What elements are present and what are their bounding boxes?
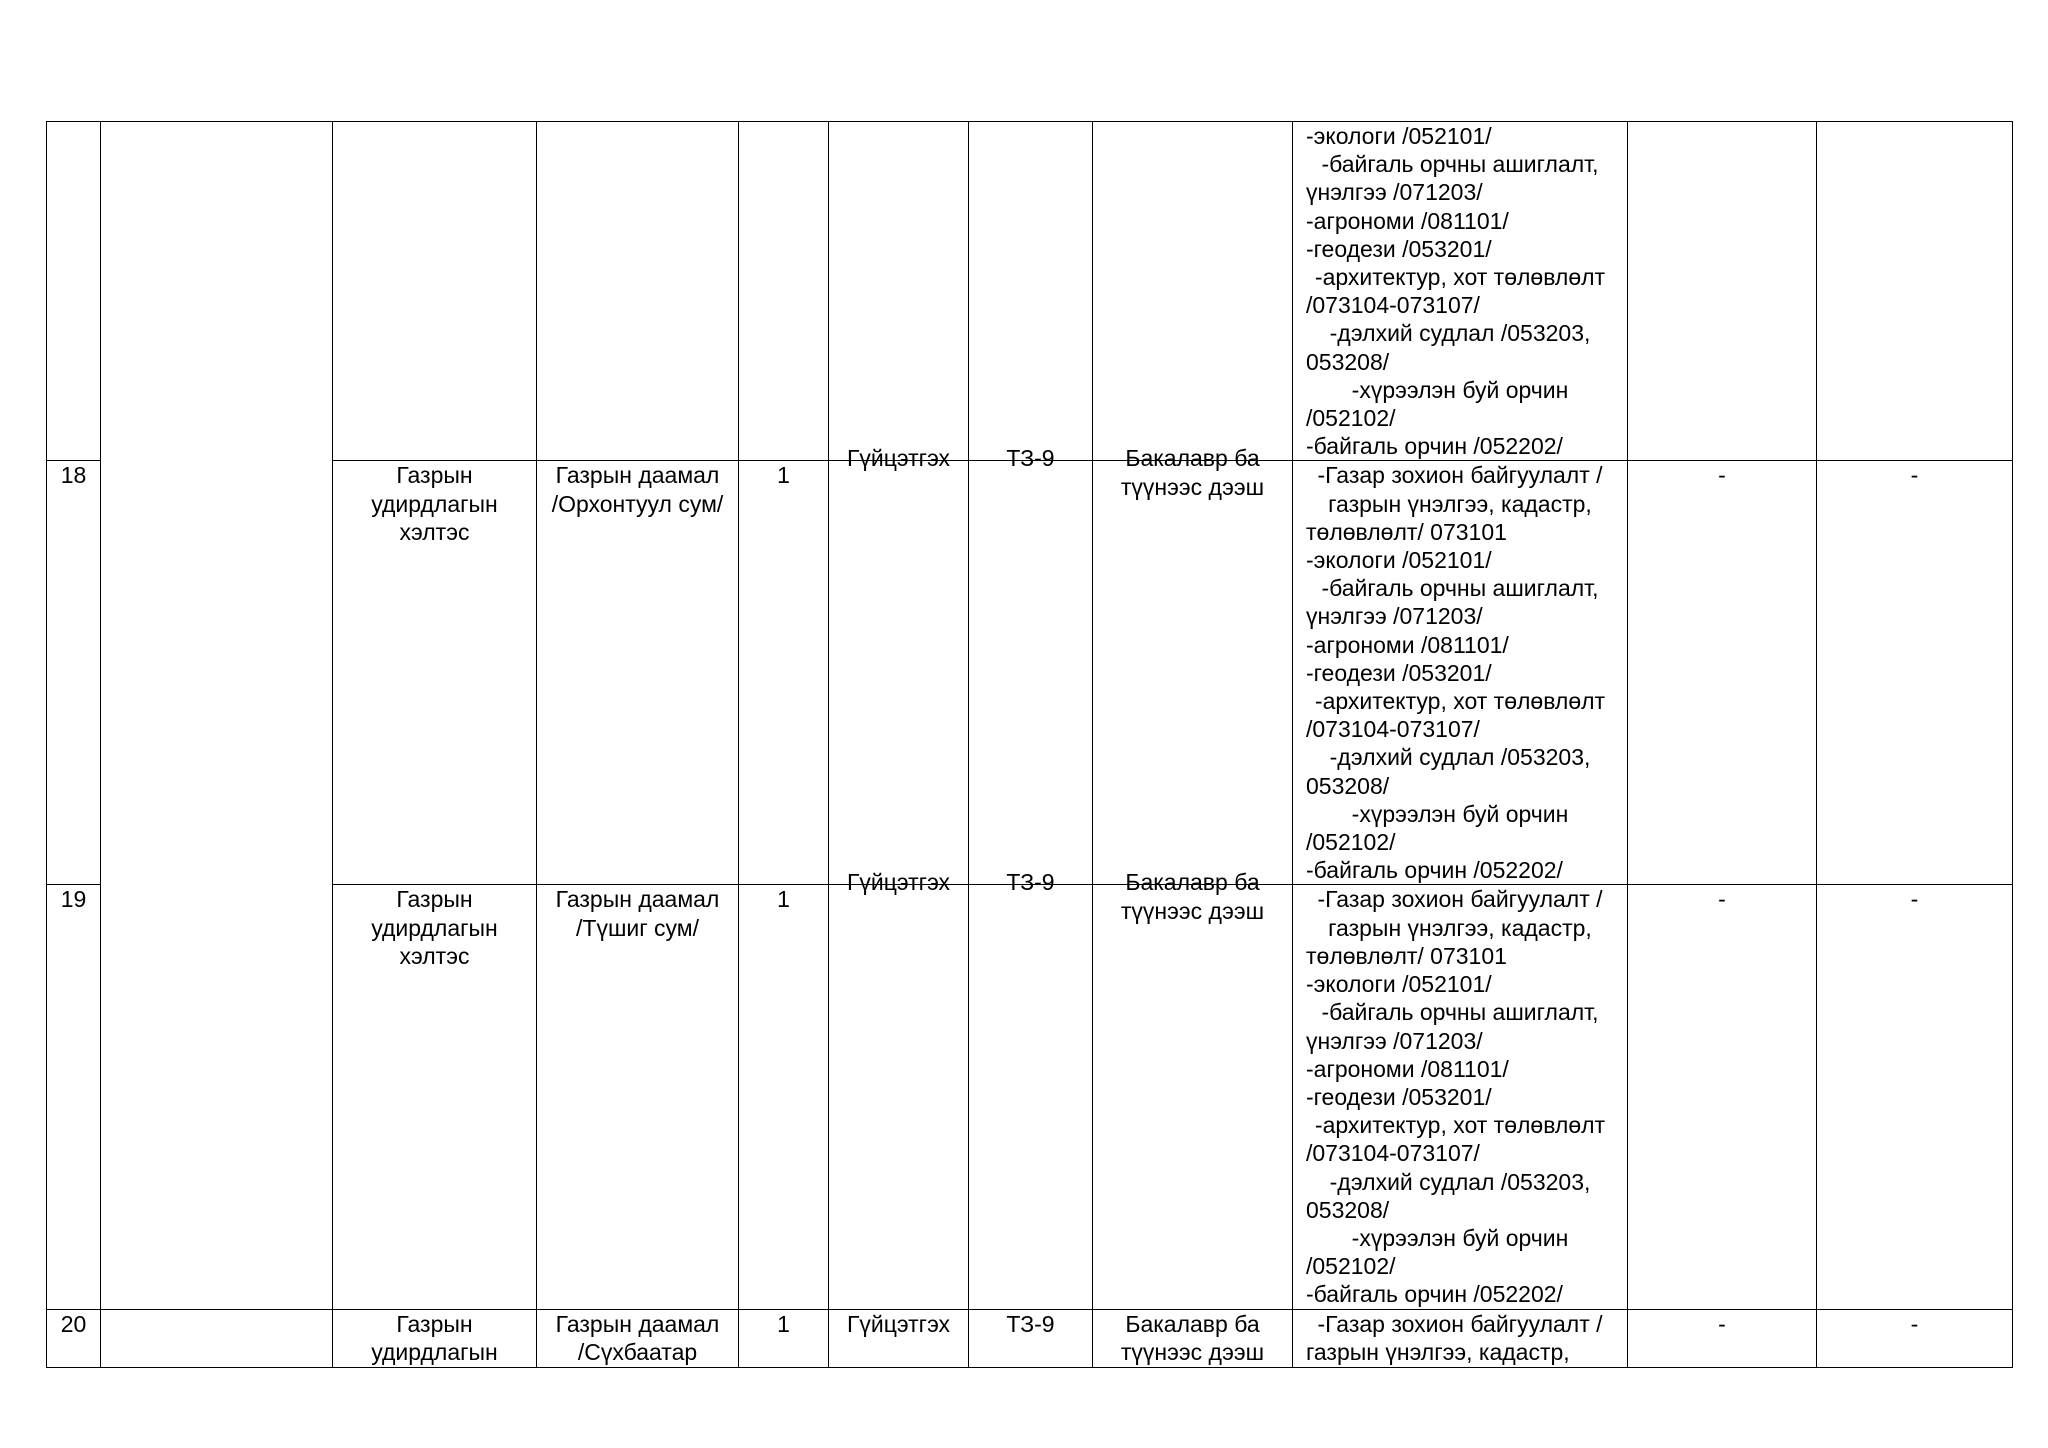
- extra-cell-a: [1628, 1309, 1817, 1367]
- position-cell: Газрын даамал /Түшиг сум/: [537, 885, 739, 1309]
- requirement-line: -экологи /052101/: [1306, 547, 1492, 574]
- requirement-line: -Газар зохион байгуулалт / газрын үнэлгээ, кадастр,: [1306, 1310, 1603, 1365]
- category-cell: [829, 445, 969, 885]
- education-cell: [1093, 122, 1293, 461]
- row-number-cell: [47, 122, 101, 461]
- table-row: [47, 461, 2013, 885]
- education-cell: [1093, 445, 1293, 885]
- education-cell: [1093, 869, 1293, 1309]
- requirement-line: -архитектур, хот төлөвлөлт /073104-073107/: [1306, 264, 1606, 319]
- category-text: Гүйцэтгэх: [846, 869, 951, 896]
- count-cell: 1: [739, 461, 829, 885]
- department-cell: [101, 1309, 333, 1367]
- position-text: Газрын даамал /Сүхбаатар: [555, 1310, 720, 1365]
- unit-cell: Газрын удирдлагын хэлтэс: [333, 461, 537, 885]
- requirement-line: -байгаль орчин /052202/: [1306, 433, 1563, 460]
- requirement-line: -архитектур, хот төлөвлөлт /073104-073107/: [1306, 1112, 1606, 1167]
- count-cell: [739, 1309, 829, 1367]
- extra-cell-a: -: [1628, 461, 1817, 885]
- education-text: Бакалавр ба түүнээс дээш: [1120, 869, 1265, 924]
- grade-text: ТЗ-9: [1006, 1310, 1055, 1337]
- position-cell: Газрын даамал /Орхонтуул сум/: [537, 461, 739, 885]
- category-cell: [829, 1309, 969, 1367]
- table-row: [47, 885, 2013, 1309]
- requirement-line: -байгаль орчны ашиглалт, үнэлгээ /071203/: [1306, 151, 1599, 206]
- requirement-line: -агрономи /081101/: [1306, 631, 1509, 658]
- grade-cell: [969, 445, 1093, 885]
- requirement-line: -дэлхий судлал /053203, 053208/: [1306, 320, 1591, 375]
- requirement-line: -байгаль орчин /052202/: [1306, 857, 1563, 884]
- requirement-line: -агрономи /081101/: [1306, 1055, 1509, 1082]
- education-cell: [1093, 1309, 1293, 1367]
- requirement-line: -геодези /053201/: [1306, 1083, 1492, 1110]
- requirement-line: -хүрээлэн буй орчин /052102/: [1306, 376, 1569, 432]
- positions-table: [46, 121, 2013, 1368]
- grade-cell: [969, 122, 1093, 461]
- extra-text-a: -: [1718, 1310, 1726, 1337]
- grade-text: ТЗ-9: [1006, 869, 1055, 896]
- requirement-line: -геодези /053201/: [1306, 659, 1492, 686]
- requirement-line: -дэлхий судлал /053203, 053208/: [1306, 1168, 1591, 1223]
- unit-text: Газрын удирдлагын: [371, 1310, 498, 1365]
- requirements-cell: [1293, 122, 1628, 461]
- requirement-line: -Газар зохион байгуулалт / газрын үнэлгээ, кадастр, төлөвлөлт/ 073101: [1306, 886, 1603, 969]
- category-text: Гүйцэтгэх: [846, 1310, 951, 1337]
- requirement-line: -экологи /052101/: [1306, 123, 1492, 149]
- unit-cell: Газрын удирдлагын хэлтэс: [333, 885, 537, 1309]
- extra-cell-b: -: [1817, 885, 2013, 1309]
- extra-cell-b: -: [1817, 461, 2013, 885]
- grade-text: ТЗ-9: [1006, 445, 1055, 472]
- requirement-line: -геодези /053201/: [1306, 235, 1492, 262]
- grade-cell: [969, 1309, 1093, 1367]
- count-text: 1: [777, 1310, 790, 1337]
- extra-cell-a: -: [1628, 885, 1817, 1309]
- requirement-line: -хүрээлэн буй орчин /052102/: [1306, 800, 1569, 856]
- row-number-cell: [47, 1309, 101, 1367]
- requirements-cell: [1293, 461, 1628, 885]
- row-number-text: 20: [60, 1310, 87, 1337]
- count-cell: [739, 122, 829, 461]
- category-cell: [829, 869, 969, 1309]
- position-cell: [537, 1309, 739, 1367]
- education-text: Бакалавр ба түүнээс дээш: [1120, 1310, 1265, 1365]
- extra-cell-a: [1628, 122, 1817, 461]
- extra-cell-b: [1817, 1309, 2013, 1367]
- requirement-line: -байгаль орчны ашиглалт, үнэлгээ /071203/: [1306, 999, 1599, 1054]
- requirement-line: -экологи /052101/: [1306, 971, 1492, 998]
- unit-cell: [333, 122, 537, 461]
- count-cell: 1: [739, 885, 829, 1309]
- extra-cell-b: [1817, 122, 2013, 461]
- unit-cell: [333, 1309, 537, 1367]
- requirement-line: -байгаль орчин /052202/: [1306, 1281, 1563, 1308]
- grade-cell: [969, 869, 1093, 1309]
- category-cell: [829, 122, 969, 461]
- education-text: Бакалавр ба түүнээс дээш: [1120, 445, 1265, 500]
- table-row: [47, 122, 2013, 461]
- row-number-cell: 19: [47, 885, 101, 1309]
- requirement-line: -дэлхий судлал /053203, 053208/: [1306, 744, 1591, 799]
- requirement-line: -агрономи /081101/: [1306, 207, 1509, 234]
- position-cell: [537, 122, 739, 461]
- table-row: [47, 1309, 2013, 1367]
- department-cell: [101, 122, 333, 1310]
- extra-text-b: -: [1910, 1310, 1919, 1337]
- requirement-line: -Газар зохион байгуулалт / газрын үнэлгээ, кадастр, төлөвлөлт/ 073101: [1306, 462, 1603, 545]
- requirement-line: -хүрээлэн буй орчин /052102/: [1306, 1224, 1569, 1280]
- requirements-cell: [1293, 1309, 1628, 1367]
- row-number-cell: 18: [47, 461, 101, 885]
- requirements-cell: [1293, 885, 1628, 1309]
- category-text: Гүйцэтгэх: [846, 445, 951, 472]
- requirement-line: -архитектур, хот төлөвлөлт /073104-073107/: [1306, 688, 1606, 743]
- requirement-line: -байгаль орчны ашиглалт, үнэлгээ /071203/: [1306, 575, 1599, 630]
